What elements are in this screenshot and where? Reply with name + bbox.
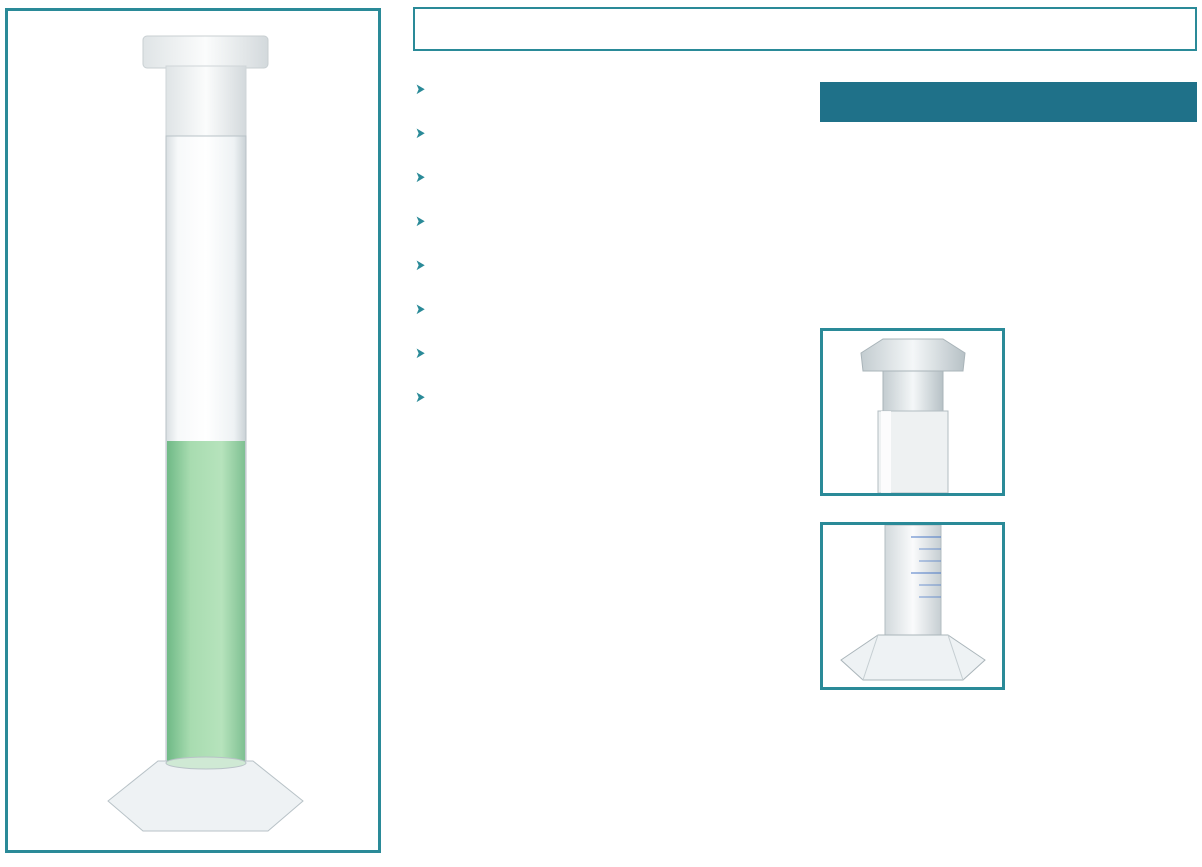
glass-stopper-illustration xyxy=(823,331,1002,493)
feature-item xyxy=(414,78,789,100)
feature-item xyxy=(414,210,789,232)
arrow-right-icon: ➤ xyxy=(415,301,426,318)
table-header-row xyxy=(820,82,1197,122)
arrow-right-icon: ➤ xyxy=(415,125,426,142)
glass-stopper-photo xyxy=(820,328,1005,496)
arrow-right-icon: ➤ xyxy=(415,169,426,186)
arrow-right-icon: ➤ xyxy=(415,81,426,98)
page-title xyxy=(413,7,1197,51)
stopper-body xyxy=(166,66,246,138)
feature-item xyxy=(414,298,789,320)
header-catalog-no xyxy=(820,82,938,122)
feature-item xyxy=(414,386,789,408)
header-package-qty xyxy=(1088,82,1197,122)
hexagonal-base-photo xyxy=(820,522,1005,690)
catalog-table xyxy=(820,82,1197,122)
arrow-right-icon: ➤ xyxy=(415,213,426,230)
graduated-cylinder-illustration xyxy=(8,11,378,850)
feature-item xyxy=(414,254,789,276)
header-volume xyxy=(938,82,1088,122)
hexagonal-base-illustration xyxy=(823,525,1002,687)
stopper-top xyxy=(143,36,268,68)
arrow-right-icon: ➤ xyxy=(415,345,426,362)
feature-item xyxy=(414,342,789,364)
arrow-right-icon: ➤ xyxy=(415,257,426,274)
feature-item xyxy=(414,166,789,188)
feature-list xyxy=(414,78,789,430)
cylinder-liquid xyxy=(167,441,245,761)
feature-item xyxy=(414,122,789,144)
product-image-frame xyxy=(5,8,381,853)
arrow-right-icon: ➤ xyxy=(415,389,426,406)
hexagonal-base xyxy=(108,761,303,831)
